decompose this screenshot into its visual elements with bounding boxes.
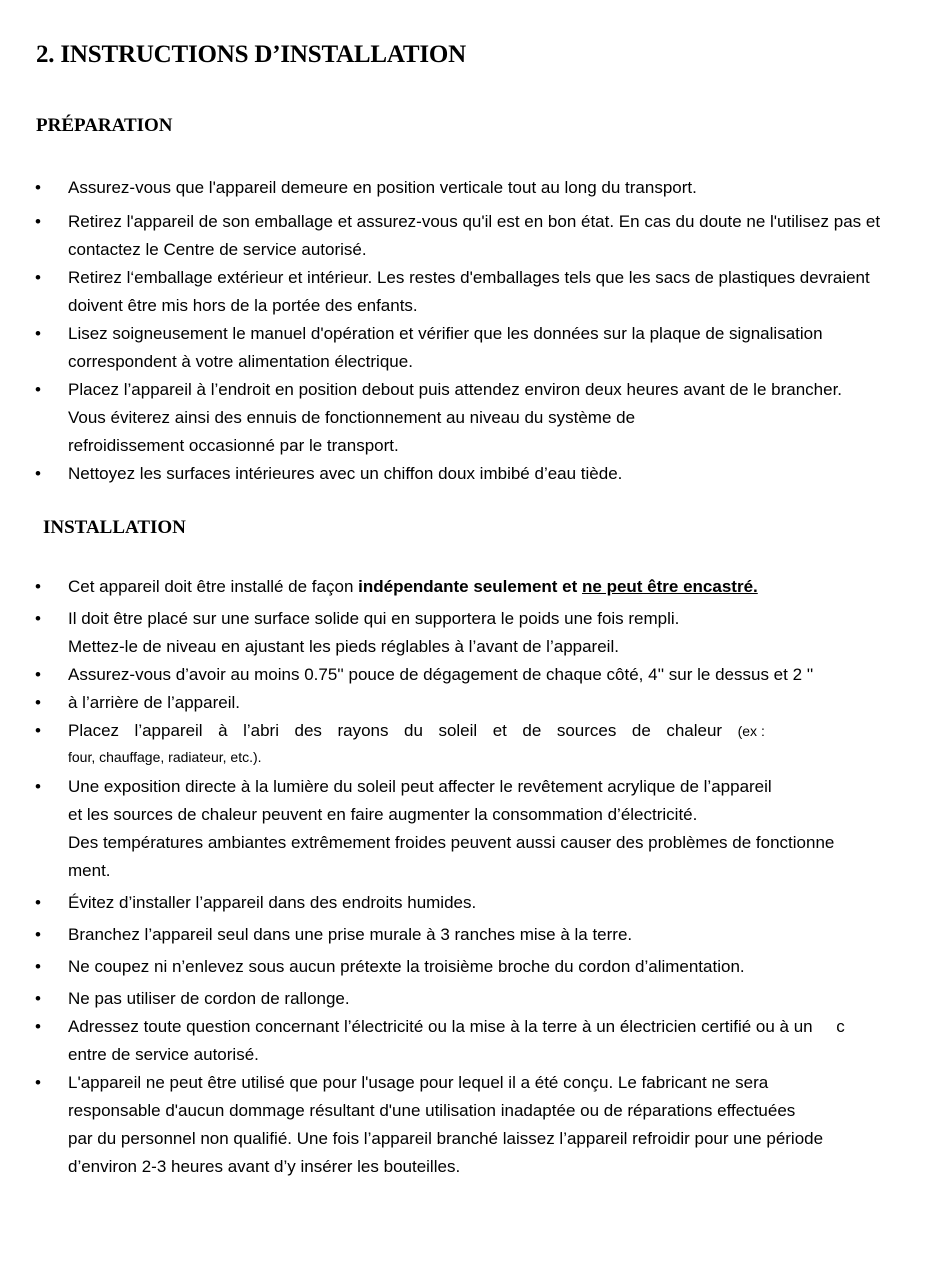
list-item-text: refroidissement occasionné par le transport.	[68, 436, 399, 455]
list-item-text: Assurez-vous d’avoir au moins 0.75'' pouce de dégagement de chaque côté, 4'' sur le dessus et 2 ''	[68, 665, 814, 684]
bullet-icon: •	[35, 609, 41, 628]
bullet-icon: •	[35, 577, 41, 596]
list-item-text: correspondent à votre alimentation électrique.	[68, 352, 413, 371]
list-item	[0, 1013, 950, 1069]
list-item	[0, 376, 950, 460]
list-item-text: Mettez-le de niveau en ajustant les pieds réglables à l’avant de l’appareil.	[68, 637, 619, 656]
list-item	[0, 773, 950, 885]
word: sources	[556, 721, 617, 740]
list-item-text: contactez le Centre de service autorisé.	[68, 240, 367, 259]
bullet-icon: •	[35, 693, 41, 712]
bullet-icon: •	[35, 1073, 41, 1092]
bullet-icon: •	[35, 665, 41, 684]
list-item-text: et les sources de chaleur peuvent en faire augmenter la consommation d’électricité.	[68, 805, 698, 824]
installation-list	[0, 573, 950, 1181]
list-item-text: par du personnel non qualifié. Une fois l’appareil branché laissez l’appareil refroidir pour une période	[68, 1129, 824, 1148]
page-title: 2. INSTRUCTIONS D’INSTALLATION	[36, 41, 466, 68]
list-item	[0, 208, 950, 264]
list-item	[0, 264, 950, 320]
word: Placez	[68, 721, 120, 740]
list-item-text: Adressez toute question concernant l’électricité ou la mise à la terre à un électricien certifié ou à un c	[68, 1017, 845, 1036]
bullet-icon: •	[35, 957, 41, 976]
bullet-icon: •	[35, 212, 41, 231]
bullet-icon: •	[35, 721, 41, 740]
list-item	[0, 889, 950, 917]
preparation-list	[0, 174, 950, 488]
list-item-text: Retirez l‘emballage extérieur et intérieur. Les restes d'emballages tels que les sacs de plastiques devraient	[68, 268, 870, 287]
word: rayons	[337, 721, 389, 740]
justified-text-line	[68, 717, 765, 745]
list-item-text: Ne coupez ni n’enlevez sous aucun prétexte la troisième broche du cordon d’alimentation.	[68, 957, 745, 976]
word: l’appareil	[134, 721, 203, 740]
list-item	[0, 953, 950, 981]
list-item-text: Assurez-vous que l'appareil demeure en position verticale tout au long du transport.	[68, 178, 697, 197]
text-bold-underlined: ne peut être encastré.	[582, 577, 758, 596]
list-item	[0, 573, 950, 601]
word: soleil	[438, 721, 478, 740]
list-item	[0, 717, 950, 769]
bullet-icon: •	[35, 777, 41, 796]
word: des	[294, 721, 322, 740]
bullet-icon: •	[35, 268, 41, 287]
list-item	[0, 1069, 950, 1181]
small-text-line: four, chauffage, radiateur, etc.).	[68, 749, 262, 765]
list-item-text: Des températures ambiantes extrêmement froides peuvent aussi causer des problèmes de fonctionne	[68, 833, 835, 852]
list-item-text	[68, 573, 920, 601]
list-item-text: Retirez l'appareil de son emballage et assurez-vous qu'il est en bon état. En cas du doute ne l'utilisez pas et	[68, 212, 881, 231]
list-item	[0, 320, 950, 376]
list-item	[0, 605, 950, 661]
list-item-text: Vous éviterez ainsi des ennuis de fonctionnement au niveau du système de	[68, 408, 636, 427]
list-item-text: à l’arrière de l’appareil.	[68, 693, 240, 712]
bullet-icon: •	[35, 1017, 41, 1036]
list-item-text: Branchez l’appareil seul dans une prise murale à 3 ranches mise à la terre.	[68, 925, 633, 944]
list-item-text: entre de service autorisé.	[68, 1045, 259, 1064]
list-item	[0, 460, 950, 488]
bullet-icon: •	[35, 178, 41, 197]
word: et	[492, 721, 507, 740]
list-item	[0, 689, 950, 717]
word: du	[404, 721, 423, 740]
list-item-text: doivent être mis hors de la portée des enfants.	[68, 296, 418, 315]
list-item-text: responsable d'aucun dommage résultant d'une utilisation inadaptée ou de réparations effectuées	[68, 1101, 796, 1120]
text-regular: Cet appareil doit être installé de façon	[68, 577, 359, 596]
list-item	[0, 661, 950, 689]
list-item-text: Placez l’appareil à l’endroit en position debout puis attendez environ deux heures avant de le brancher.	[68, 380, 843, 399]
list-item	[0, 174, 950, 202]
bullet-icon: •	[35, 324, 41, 343]
list-item-text: Nettoyez les surfaces intérieures avec un chiffon doux imbibé d’eau tiède.	[68, 464, 623, 483]
list-item-text: L'appareil ne peut être utilisé que pour l'usage pour lequel il a été conçu. Le fabricant ne sera	[68, 1073, 769, 1092]
section-heading-installation: INSTALLATION	[43, 517, 186, 538]
list-item-text: Ne pas utiliser de cordon de rallonge.	[68, 989, 350, 1008]
list-item	[0, 985, 950, 1013]
bullet-icon: •	[35, 925, 41, 944]
list-item-text: d’environ 2-3 heures avant d’y insérer les bouteilles.	[68, 1157, 461, 1176]
section-heading-preparation: PRÉPARATION	[36, 115, 173, 136]
list-item-text: Lisez soigneusement le manuel d'opération et vérifier que les données sur la plaque de signalisation	[68, 324, 823, 343]
small-text: (ex :	[737, 723, 765, 739]
list-item-text: Il doit être placé sur une surface solide qui en supportera le poids une fois rempli.	[68, 609, 680, 628]
text-bold: indépendante seulement et	[358, 577, 583, 596]
word: l’abri	[243, 721, 279, 740]
bullet-icon: •	[35, 380, 41, 399]
bullet-icon: •	[35, 464, 41, 483]
bullet-icon: •	[35, 989, 41, 1008]
list-item-text: Une exposition directe à la lumière du soleil peut affecter le revêtement acrylique de l’appareil	[68, 777, 772, 796]
list-item-text: Évitez d’installer l’appareil dans des endroits humides.	[68, 893, 477, 912]
word: de	[522, 721, 542, 740]
word: de	[631, 721, 651, 740]
word: à	[218, 721, 228, 740]
bullet-icon: •	[35, 893, 41, 912]
list-item	[0, 921, 950, 949]
list-item-text: ment.	[68, 861, 111, 880]
word: chaleur	[666, 721, 723, 740]
